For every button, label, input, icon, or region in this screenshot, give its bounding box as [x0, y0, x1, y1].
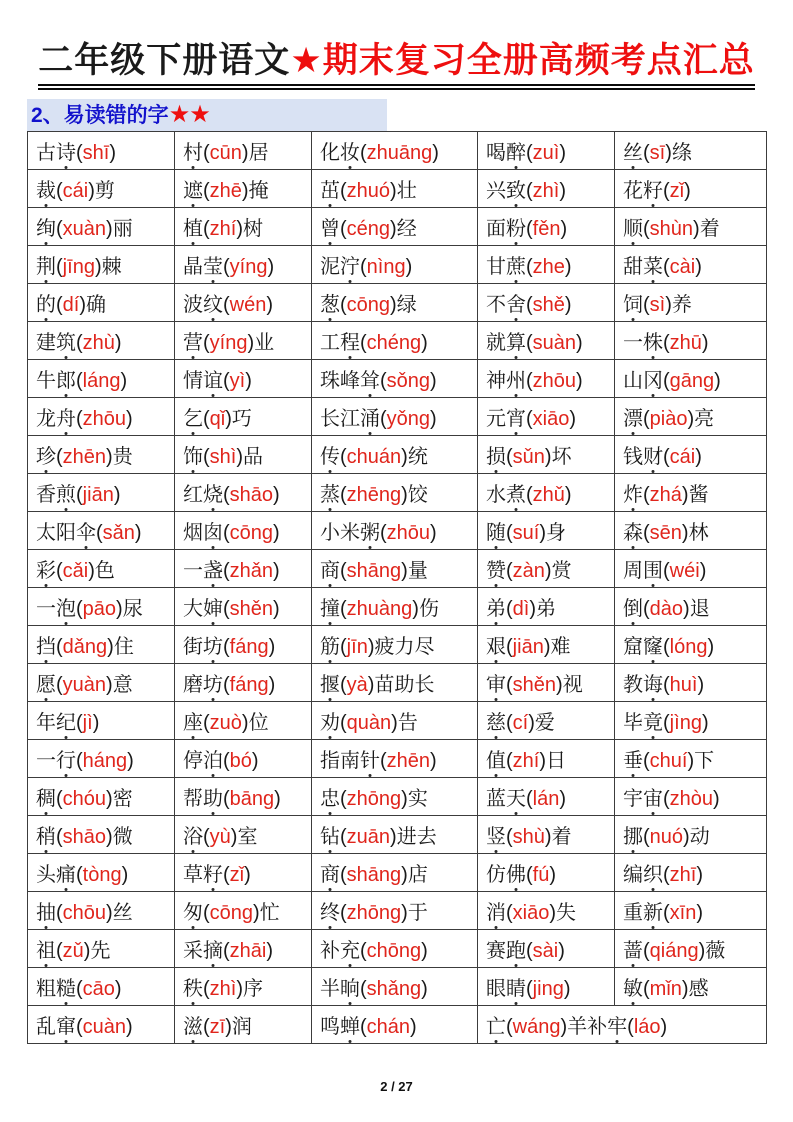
- vocab-cell: 神州(zhōu): [478, 359, 615, 397]
- vocab-cell: 营(yíng)业: [175, 321, 312, 359]
- vocab-cell: 亡(wáng)羊补牢(láo): [478, 1005, 767, 1043]
- vocab-cell: 年纪(jì): [28, 701, 175, 739]
- vocab-cell: 祖(zǔ)先: [28, 929, 175, 967]
- vocab-cell: 粗糙(cāo): [28, 967, 175, 1005]
- page-title: [27, 42, 766, 90]
- vocab-cell: 传(chuán)统: [312, 435, 478, 473]
- vocab-cell: 一株(zhū): [615, 321, 767, 359]
- table-row: [28, 777, 767, 815]
- vocab-cell: 兴致(zhì): [478, 169, 615, 207]
- vocab-cell: 垂(chuí)下: [615, 739, 767, 777]
- vocab-cell: 漂(piào)亮: [615, 397, 767, 435]
- table-row: [28, 435, 767, 473]
- vocab-cell: 一盏(zhǎn): [175, 549, 312, 587]
- vocab-cell: 喝醉(zuì): [478, 131, 615, 169]
- title-black-part: 二年级下册语文: [38, 41, 291, 80]
- table-row: [28, 245, 767, 283]
- vocab-cell: 弟(dì)弟: [478, 587, 615, 625]
- vocab-cell: 教诲(huì): [615, 663, 767, 701]
- vocab-cell: 匆(cōng)忙: [175, 891, 312, 929]
- vocab-cell: 建筑(zhù): [28, 321, 175, 359]
- section-heading-text: 2、易读错的字: [31, 103, 169, 127]
- vocab-cell: 龙舟(zhōu): [28, 397, 175, 435]
- table-row: [28, 815, 767, 853]
- table-row: [28, 511, 767, 549]
- vocab-cell: 炸(zhá)酱: [615, 473, 767, 511]
- vocab-cell: 帮助(bāng): [175, 777, 312, 815]
- vocab-cell: 撞(zhuàng)伤: [312, 587, 478, 625]
- vocab-cell: 鸣蝉(chán): [312, 1005, 478, 1043]
- vocab-cell: 蔷(qiáng)薇: [615, 929, 767, 967]
- vocab-cell: 审(shěn)视: [478, 663, 615, 701]
- table-row: [28, 359, 767, 397]
- vocab-cell: 工程(chéng): [312, 321, 478, 359]
- table-row: [28, 967, 767, 1005]
- vocab-cell: 泥泞(nìng): [312, 245, 478, 283]
- vocab-cell: 消(xiāo)失: [478, 891, 615, 929]
- vocab-cell: 情谊(yì): [175, 359, 312, 397]
- vocab-cell: 值(zhí)日: [478, 739, 615, 777]
- vocab-cell: 补充(chōng): [312, 929, 478, 967]
- vocab-cell: 停泊(bó): [175, 739, 312, 777]
- vocab-cell: 大婶(shěn): [175, 587, 312, 625]
- vocab-cell: 宇宙(zhòu): [615, 777, 767, 815]
- page-number: 2 / 27: [380, 1079, 413, 1094]
- vocab-cell: 赛跑(sài): [478, 929, 615, 967]
- vocab-cell: 裁(cái)剪: [28, 169, 175, 207]
- vocab-cell: 蓝天(lán): [478, 777, 615, 815]
- vocab-cell: 葱(cōng)绿: [312, 283, 478, 321]
- table-row: [28, 739, 767, 777]
- vocab-cell: 珍(zhēn)贵: [28, 435, 175, 473]
- vocab-cell: 烟囱(cōng): [175, 511, 312, 549]
- table-row: [28, 587, 767, 625]
- vocab-cell: 古诗(shī): [28, 131, 175, 169]
- vocab-cell: 顺(shùn)着: [615, 207, 767, 245]
- vocab-cell: 牛郎(láng): [28, 359, 175, 397]
- vocab-cell: 街坊(fáng): [175, 625, 312, 663]
- table-row: [28, 207, 767, 245]
- table-row: [28, 321, 767, 359]
- vocab-cell: 山冈(gāng): [615, 359, 767, 397]
- vocab-cell: 彩(cǎi)色: [28, 549, 175, 587]
- vocab-cell: 珠峰耸(sǒng): [312, 359, 478, 397]
- vocab-cell: 丝(sī)绦: [615, 131, 767, 169]
- vocab-cell: 茁(zhuó)壮: [312, 169, 478, 207]
- title-red-part: ★期末复习全册高频考点汇总: [290, 41, 755, 80]
- table-row: [28, 853, 767, 891]
- table-row: [28, 283, 767, 321]
- vocab-cell: 一泡(pāo)尿: [28, 587, 175, 625]
- vocab-cell: 元宵(xiāo): [478, 397, 615, 435]
- vocab-cell: 重新(xīn): [615, 891, 767, 929]
- vocab-cell: 长江涌(yǒng): [312, 397, 478, 435]
- vocab-cell: 秩(zhì)序: [175, 967, 312, 1005]
- vocab-cell: 荆(jīng)棘: [28, 245, 175, 283]
- vocab-cell: 赞(zàn)赏: [478, 549, 615, 587]
- table-row: [28, 169, 767, 207]
- vocab-cell: 晶莹(yíng): [175, 245, 312, 283]
- vocab-cell: 愿(yuàn)意: [28, 663, 175, 701]
- vocab-cell: 绚(xuàn)丽: [28, 207, 175, 245]
- vocab-cell: 遮(zhē)掩: [175, 169, 312, 207]
- vocab-cell: 商(shāng)店: [312, 853, 478, 891]
- vocab-cell: 不舍(shě): [478, 283, 615, 321]
- vocab-cell: 敏(mǐn)感: [615, 967, 767, 1005]
- vocab-cell: 甜菜(cài): [615, 245, 767, 283]
- vocab-cell: 曾(céng)经: [312, 207, 478, 245]
- vocab-cell: 指南针(zhēn): [312, 739, 478, 777]
- table-row: [28, 131, 767, 169]
- vocab-cell: 稠(chóu)密: [28, 777, 175, 815]
- vocab-cell: 植(zhí)树: [175, 207, 312, 245]
- table-row: [28, 473, 767, 511]
- section-stars: ★★: [168, 100, 210, 128]
- vocab-cell: 蒸(zhēng)饺: [312, 473, 478, 511]
- vocab-cell: 损(sǔn)坏: [478, 435, 615, 473]
- vocab-cell: 村(cūn)居: [175, 131, 312, 169]
- vocab-cell: 半晌(shǎng): [312, 967, 478, 1005]
- vocab-table: [27, 131, 767, 1044]
- table-row: [28, 701, 767, 739]
- table-row: [28, 663, 767, 701]
- table-row: [28, 397, 767, 435]
- vocab-cell: 忠(zhōng)实: [312, 777, 478, 815]
- vocab-cell: 乱窜(cuàn): [28, 1005, 175, 1043]
- vocab-cell: 挪(nuó)动: [615, 815, 767, 853]
- vocab-cell: 慈(cí)爱: [478, 701, 615, 739]
- table-row: [28, 929, 767, 967]
- vocab-cell: 磨坊(fáng): [175, 663, 312, 701]
- vocab-cell: 倒(dào)退: [615, 587, 767, 625]
- vocab-cell: 窟窿(lóng): [615, 625, 767, 663]
- vocab-cell: 稍(shāo)微: [28, 815, 175, 853]
- table-row: [28, 1005, 767, 1043]
- vocab-cell: 滋(zī)润: [175, 1005, 312, 1043]
- vocab-cell: 揠(yà)苗助长: [312, 663, 478, 701]
- vocab-cell: 乞(qǐ)巧: [175, 397, 312, 435]
- table-row: [28, 549, 767, 587]
- vocab-cell: 的(dí)确: [28, 283, 175, 321]
- vocab-cell: 一行(háng): [28, 739, 175, 777]
- vocab-cell: 挡(dǎng)住: [28, 625, 175, 663]
- vocab-cell: 面粉(fěn): [478, 207, 615, 245]
- vocab-cell: 波纹(wén): [175, 283, 312, 321]
- vocab-cell: 毕竟(jìng): [615, 701, 767, 739]
- vocab-cell: 甘蔗(zhe): [478, 245, 615, 283]
- vocab-cell: 水煮(zhǔ): [478, 473, 615, 511]
- table-row: [28, 891, 767, 929]
- vocab-cell: 化妆(zhuāng): [312, 131, 478, 169]
- vocab-cell: 眼睛(jing): [478, 967, 615, 1005]
- vocab-cell: 花籽(zǐ): [615, 169, 767, 207]
- vocab-cell: 森(sēn)林: [615, 511, 767, 549]
- vocab-cell: 饲(sì)养: [615, 283, 767, 321]
- vocab-cell: 香煎(jiān): [28, 473, 175, 511]
- vocab-cell: 仿佛(fú): [478, 853, 615, 891]
- vocab-cell: 小米粥(zhōu): [312, 511, 478, 549]
- vocab-cell: 终(zhōng)于: [312, 891, 478, 929]
- vocab-cell: 钱财(cái): [615, 435, 767, 473]
- vocab-cell: 周围(wéi): [615, 549, 767, 587]
- vocab-cell: 抽(chōu)丝: [28, 891, 175, 929]
- vocab-cell: 太阳伞(sǎn): [28, 511, 175, 549]
- vocab-cell: 艰(jiān)难: [478, 625, 615, 663]
- vocab-cell: 竖(shù)着: [478, 815, 615, 853]
- vocab-cell: 钻(zuān)进去: [312, 815, 478, 853]
- vocab-cell: 红烧(shāo): [175, 473, 312, 511]
- vocab-cell: 筋(jīn)疲力尽: [312, 625, 478, 663]
- vocab-cell: 头痛(tòng): [28, 853, 175, 891]
- vocab-cell: 随(suí)身: [478, 511, 615, 549]
- section-heading: [27, 99, 387, 131]
- vocab-cell: 商(shāng)量: [312, 549, 478, 587]
- vocab-cell: 饰(shì)品: [175, 435, 312, 473]
- vocab-cell: 浴(yù)室: [175, 815, 312, 853]
- vocab-cell: 编织(zhī): [615, 853, 767, 891]
- vocab-cell: 就算(suàn): [478, 321, 615, 359]
- vocab-cell: 座(zuò)位: [175, 701, 312, 739]
- vocab-cell: 劝(quàn)告: [312, 701, 478, 739]
- table-row: [28, 625, 767, 663]
- vocab-cell: 草籽(zǐ): [175, 853, 312, 891]
- vocab-cell: 采摘(zhāi): [175, 929, 312, 967]
